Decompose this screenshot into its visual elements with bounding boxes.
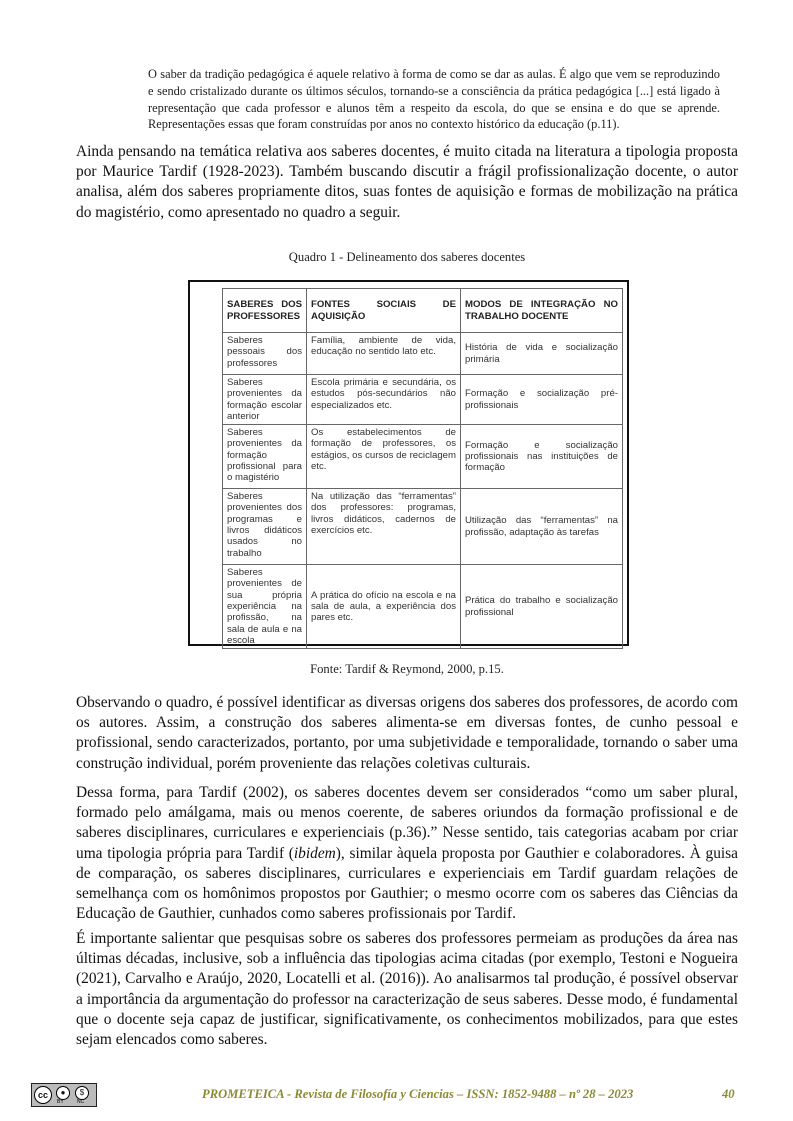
table-cell: Saberes provenientes dos programas e livros didáticos usados no trabalho: [223, 489, 307, 565]
table-cell: Prática do trabalho e socialização profissional: [461, 565, 623, 649]
table-cell: Família, ambiente de vida, educação no sentido lato etc.: [307, 333, 461, 375]
table-cell: Saberes provenientes da formação escolar anterior: [223, 375, 307, 425]
paragraph-3-part-a: Dessa forma, para Tardif (2002), os saberes docentes devem ser considerados “como um saber plural, formado pelo amálgama, mais ou menos coerente, de saberes oriundos da formação profissional e de saberes disciplinares, curriculares e experienciais (p.36).” Nesse sentido, tais categorias acabam por criar uma tipologia própria para Tardif (: [76, 784, 738, 862]
header-fontes: FONTES SOCIAIS DE AQUISIÇÃO: [307, 289, 461, 333]
paragraph-2: Observando o quadro, é possível identificar as diversas origens dos saberes dos professores, de acordo com os autores. Assim, a construção dos saberes alimenta-se em diversas fontes, de cunho pessoal e profissional, sendo caracterizados, portanto, por uma subjetividade e temporalidade, tornando o saber uma construção individual, porém proveniente das relações coletivas culturais.: [76, 694, 738, 772]
ibidem-italic: ibidem: [293, 844, 336, 862]
table-cell: Escola primária e secundária, os estudos pós-secundários não especializados etc.: [307, 375, 461, 425]
page-number: 40: [722, 1087, 735, 1101]
cc-license-badge[interactable]: [31, 1083, 97, 1107]
table-row: [223, 375, 623, 425]
table-cell: Utilização das “ferramentas” na profissão, adaptação às tarefas: [461, 489, 623, 565]
table-cell: A prática do ofício na escola e na sala de aula, a experiência dos pares etc.: [307, 565, 461, 649]
block-quote: O saber da tradição pedagógica é aquele relativo à forma de como se dar as aulas. É algo que vem se reproduzindo e sendo cristalizado durante os últimos séculos, tornando-se a consciência da prática pedagógica [...] está ligado à representação que cada professor e alunos têm a respeito da escola, do que se ensina e do que se aprende. Representações essas que foram construídas por anos no contexto histórico da educação (p.11).: [148, 67, 720, 132]
table-cell: Formação e socialização pré-profissionais: [461, 375, 623, 425]
table-cell: Na utilização das “ferramentas” dos professores: programas, livros didáticos, cadernos de exercícios etc.: [307, 489, 461, 565]
table-cell: Saberes pessoais dos professores: [223, 333, 307, 375]
by-label: BY: [57, 1099, 64, 1105]
header-modos: MODOS DE INTEGRAÇÃO NO TRABALHO DOCENTE: [461, 289, 623, 333]
paragraph-3-part-b: ), similar àquela proposta por Gauthier e colaboradores. À guisa de comparação, os saberes disciplinares, curriculares e experienciais em Tardif guardam relações de semelhança com os homônimos propostos por Gauthier; o mesmo ocorre com os saberes das Ciências da Educação de Gauthier, cunhados como saberes profissionais por Tardif.: [76, 844, 738, 923]
table-row: [223, 489, 623, 565]
journal-title: PROMETEICA - Revista de Filosofía y Ciencias – ISSN: 1852-9488 – nº 28 – 2023: [202, 1087, 634, 1101]
table-row: [223, 333, 623, 375]
paragraph-1: Ainda pensando na temática relativa aos saberes docentes, é muito citada na literatura a tipologia proposta por Maurice Tardif (1928-2023). Também buscando discutir a frágil profissionalização docente, o autor analisa, além dos saberes propriamente ditos, suas fontes de aquisição e formas de mobilização na prática do magistério, como apresentado no quadro a seguir.: [76, 143, 738, 221]
table-row: [223, 425, 623, 489]
table-source: Fonte: Tardif & Reymond, 2000, p.15.: [310, 662, 504, 676]
header-saberes: SABERES DOS PROFESSORES: [223, 289, 307, 333]
table-cell: História de vida e socialização primária: [461, 333, 623, 375]
table-header-row: [223, 289, 623, 333]
table-row: [223, 565, 623, 649]
nc-label: NC: [77, 1099, 85, 1105]
table-cell: Formação e socialização profissionais nas instituições de formação: [461, 425, 623, 489]
table-cell: Saberes provenientes da formação profissional para o magistério: [223, 425, 307, 489]
table-cell: Saberes provenientes de sua própria experiência na profissão, na sala de aula e na escola: [223, 565, 307, 649]
cc-icon: cc: [34, 1086, 52, 1104]
paragraph-4: É importante salientar que pesquisas sobre os saberes dos professores permeiam as produções da área nas últimas décadas, inclusive, sob a influência das tipologias acima citadas (por exemplo, Testoni e Nogueira (2021), Carvalho e Araújo, 2020, Locatelli et al. (2016)). Ao analisarmos tal produção, é possível observar a importância da argumentação do professor na caracterização de seus saberes. Desse modo, é fundamental que o docente seja capaz de justificar, significativamente, os conhecimentos mobilizados, para que estes sejam elencados como saberes.: [76, 930, 738, 1049]
page-footer: [0, 1083, 793, 1107]
table-cell: Os estabelecimentos de formação de professores, os estágios, os cursos de reciclagem etc.: [307, 425, 461, 489]
table-caption: Quadro 1 - Delineamento dos saberes docentes: [288, 250, 526, 264]
no-commercial-icon: $: [75, 1086, 89, 1100]
table-frame: [188, 280, 629, 646]
paragraph-3: [76, 783, 738, 924]
person-icon: ●: [56, 1086, 70, 1100]
saberes-table: [222, 288, 623, 649]
